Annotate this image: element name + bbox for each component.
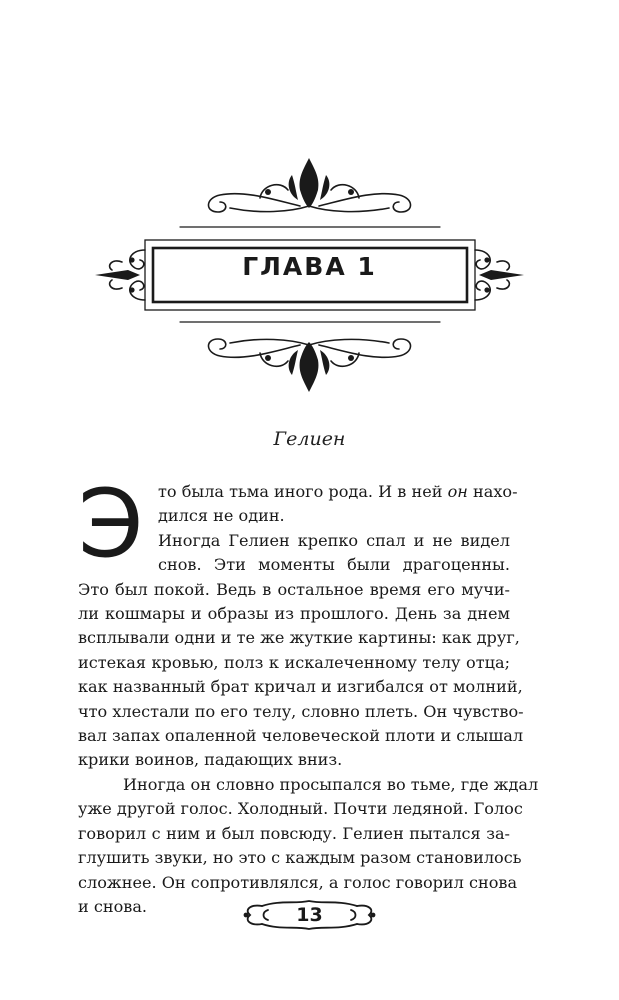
text-line: дился не один. <box>158 506 285 526</box>
text-line: то была тьма иного рода. И в ней он нахо- <box>158 482 518 501</box>
text-line: Иногда Гелиен крепко спал и не видел <box>158 530 510 550</box>
text-line: всплывали одни и те же жуткие картины: как друг, <box>78 628 520 648</box>
text-line: уже другой голос. Холодный. Почти ледяной. Голос <box>78 799 523 819</box>
text-line: снов. Эти моменты были драгоценны. <box>158 555 510 575</box>
text-line: сложнее. Он сопротивлялся, а голос говорил снова <box>78 872 518 892</box>
text-line: истекая кровью, полз к искалеченному телу отца; <box>78 652 510 672</box>
text-line: ли кошмары и образы из прошлого. День за днем <box>78 604 510 624</box>
drop-cap: Э <box>78 470 144 579</box>
text-line: говорил с ним и был повсюду. Гелиен пытался за- <box>78 823 510 843</box>
text-line: и снова. <box>78 896 148 916</box>
chapter-subtitle: Гелиен <box>273 428 346 450</box>
text-line: крики воинов, падающих вниз. <box>78 750 343 770</box>
text-line: глушить звуки, но это с каждым разом становилось <box>78 848 522 868</box>
chapter-title: ГЛАВА 1 <box>242 252 377 281</box>
text-line: вал запах опаленной человеческой плоти и слышал <box>78 726 524 746</box>
text-line: что хлестали по его телу, словно плеть. Он чувство- <box>78 701 524 721</box>
text-line: Это был покой. Ведь в остальное время его мучи- <box>78 579 510 599</box>
page-number: 13 <box>296 904 323 926</box>
text-line: Иногда он словно просыпался во тьме, где ждал <box>123 774 539 794</box>
text-line: как названный брат кричал и изгибался от молний, <box>78 677 523 697</box>
